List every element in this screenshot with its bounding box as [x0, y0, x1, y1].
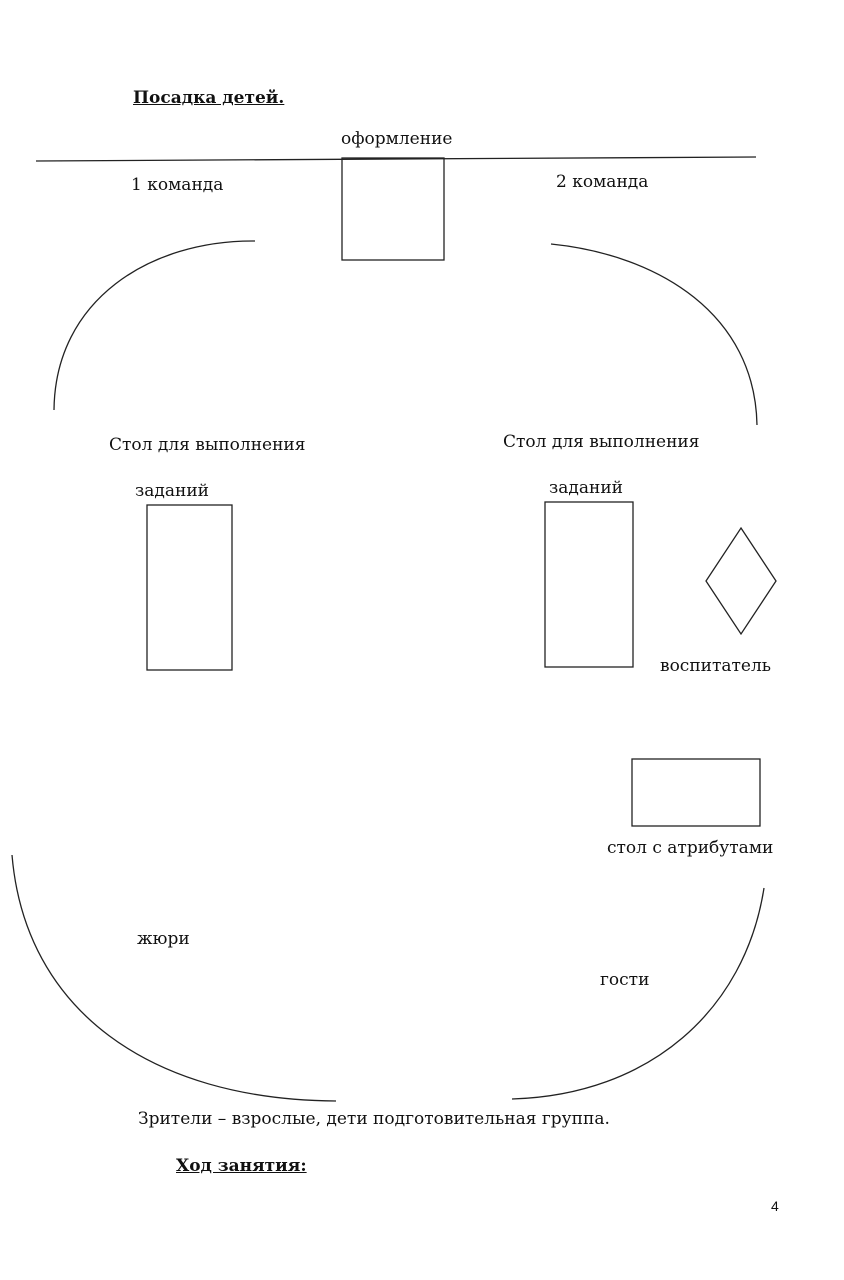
spectators-text: Зрители – взрослые, дети подготовительная группа. — [138, 1109, 610, 1129]
decoration-label: оформление — [341, 129, 453, 149]
team2-arc — [551, 244, 757, 425]
lesson-heading: Ход занятия: — [176, 1156, 307, 1176]
right-task-table — [545, 502, 633, 667]
left-table-label-line2: заданий — [135, 481, 210, 501]
left-table-label-line1: Стол для выполнения — [109, 435, 306, 455]
attributes-table-label: стол с атрибутами — [607, 838, 774, 858]
teacher-label: воспитатель — [660, 656, 772, 676]
right-table-label-line1: Стол для выполнения — [503, 432, 700, 452]
team1-label: 1 команда — [131, 175, 224, 195]
right-table-label-line2: заданий — [549, 478, 624, 498]
jury-arc — [12, 855, 336, 1101]
jury-label: жюри — [137, 929, 190, 949]
guests-label: гости — [600, 970, 650, 990]
team2-label: 2 команда — [556, 172, 649, 192]
left-task-table — [147, 505, 232, 670]
guests-arc — [512, 888, 764, 1099]
page-number: 4 — [771, 1198, 779, 1214]
attributes-table-rect — [632, 759, 760, 826]
team1-arc — [54, 241, 255, 410]
decoration-box — [342, 158, 444, 260]
seating-heading: Посадка детей. — [133, 88, 285, 108]
teacher-diamond — [706, 528, 776, 634]
